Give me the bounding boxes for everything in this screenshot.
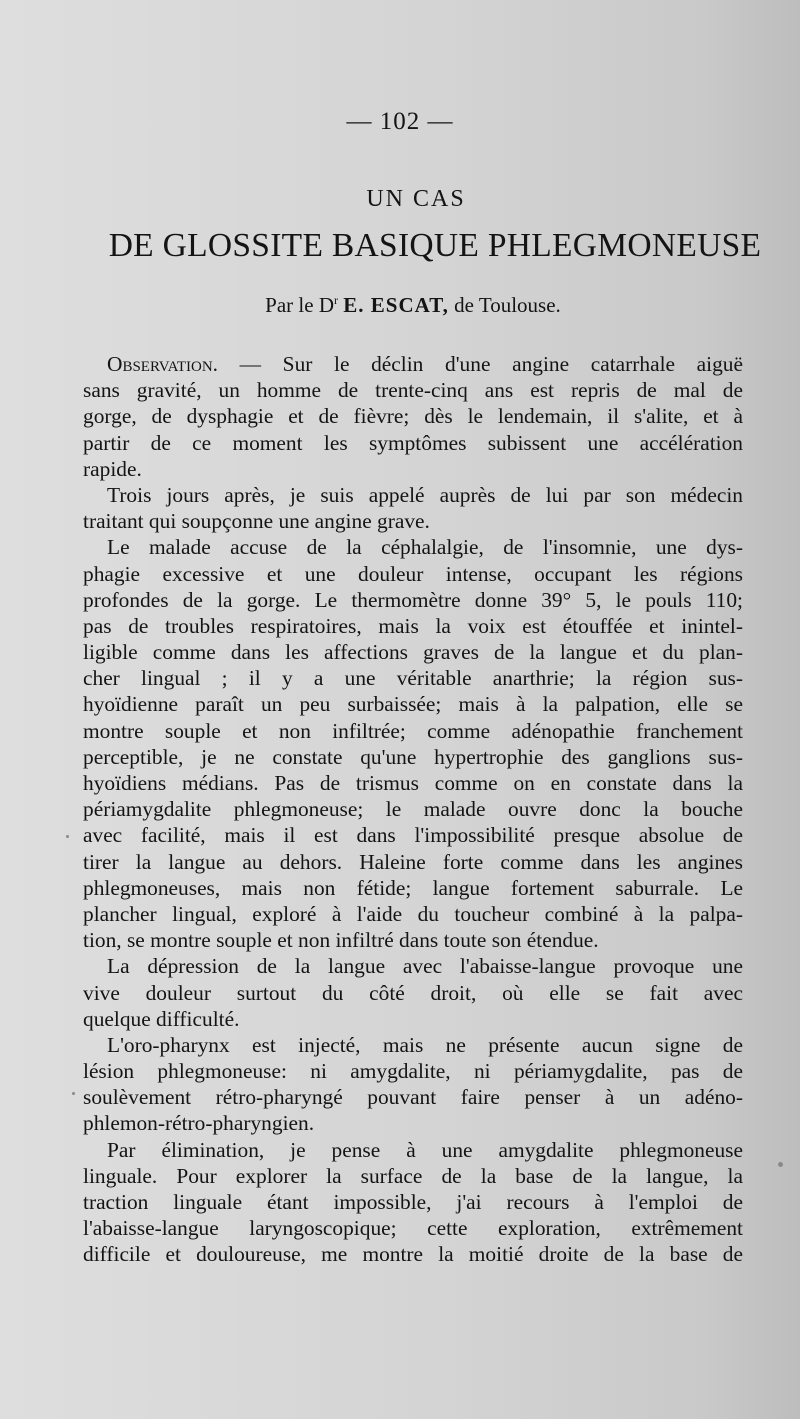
byline-author: E. ESCAT, bbox=[343, 293, 449, 317]
body-line: lésion phlegmoneuse: ni amygdalite, ni périamygdalite, pas de bbox=[83, 1059, 743, 1084]
body-line: tion, se montre souple et non infiltré dans toute son étendue. bbox=[83, 928, 599, 953]
body-line bbox=[83, 351, 743, 377]
body-line: pas de troubles respiratoires, mais la voix est étouffée et inintel- bbox=[83, 613, 743, 638]
body-line: Par élimination, je pense à une amygdalite phlegmoneuse bbox=[107, 1137, 743, 1162]
scan-speck bbox=[66, 835, 69, 838]
body-line: rapide. bbox=[83, 456, 142, 481]
body-line: Le malade accuse de la céphalalgie, de l'insomnie, une dys- bbox=[107, 535, 743, 560]
body-line: gorge, de dysphagie et de fièvre; dès le lendemain, il s'alite, et à bbox=[83, 404, 743, 429]
body-line: montre souple et non infiltrée; comme adénopathie franchement bbox=[83, 718, 743, 743]
body-line: l'abaisse-langue laryngoscopique; cette exploration, extrêmement bbox=[83, 1216, 743, 1241]
article-kicker: UN CAS bbox=[366, 186, 466, 212]
scan-speck bbox=[778, 1162, 783, 1167]
body-line: Trois jours après, je suis appelé auprès de lui par son médecin bbox=[107, 482, 743, 507]
body-line: cher lingual ; il y a une véritable anarthrie; la région sus- bbox=[83, 666, 743, 691]
body-line: linguale. Pour explorer la surface de la base de la langue, la bbox=[83, 1163, 743, 1188]
body-line: traction linguale étant impossible, j'ai recours à l'emploi de bbox=[83, 1190, 743, 1214]
body-line: plancher lingual, exploré à l'aide du toucheur combiné à la palpa- bbox=[83, 901, 743, 926]
body-line: sans gravité, un homme de trente-cinq ans est repris de mal de bbox=[83, 378, 743, 403]
body-line-text: — Sur le déclin d'une angine catarrhale aiguë bbox=[218, 352, 743, 376]
scan-speck bbox=[72, 1092, 75, 1095]
body-line: quelque difficulté. bbox=[83, 1006, 240, 1031]
body-line: vive douleur surtout du côté droit, où elle se fait avec bbox=[83, 980, 743, 1005]
byline-degree: r bbox=[334, 293, 338, 307]
body-line: hyoïdiens médians. Pas de trismus comme on en constate dans la bbox=[83, 771, 743, 795]
body-line: soulèvement rétro-pharyngé pouvant faire penser à un adéno- bbox=[83, 1085, 743, 1110]
observation-label: Observation. bbox=[107, 352, 219, 376]
body-line: perceptible, je ne constate qu'une hypertrophie des ganglions sus- bbox=[83, 744, 743, 769]
body-line: profondes de la gorge. Le thermomètre donne 39° 5, le pouls 110; bbox=[83, 587, 743, 612]
byline-place: de Toulouse. bbox=[448, 293, 561, 317]
body-line: phlegmoneuses, mais non fétide; langue fortement saburrale. Le bbox=[83, 875, 743, 900]
article-body bbox=[83, 351, 743, 1268]
body-line: hyoïdienne paraît un peu surbaissée; mais à la palpation, elle se bbox=[83, 692, 743, 717]
body-line: difficile et douloureuse, me montre la moitié droite de la base de bbox=[83, 1242, 743, 1267]
body-line: ligible comme dans les affections graves de la langue et du plan- bbox=[83, 640, 743, 665]
body-line: partir de ce moment les symptômes subissent une accélération bbox=[83, 430, 743, 455]
body-line: phagie excessive et une douleur intense, occupant les régions bbox=[83, 561, 743, 586]
byline-prefix: Par le D bbox=[265, 293, 334, 317]
page-number: — 102 — bbox=[346, 108, 454, 135]
body-line: périamygdalite phlegmoneuse; le malade ouvre donc la bouche bbox=[83, 797, 743, 822]
body-line: phlemon-rétro-pharyngien. bbox=[83, 1111, 315, 1136]
body-line: L'oro-pharynx est injecté, mais ne présente aucun signe de bbox=[107, 1032, 743, 1057]
body-line: tirer la langue au dehors. Haleine forte comme dans les angines bbox=[83, 849, 743, 874]
article-title: DE GLOSSITE BASIQUE PHLEGMONEUSE bbox=[108, 227, 762, 264]
byline bbox=[0, 293, 800, 318]
body-line: avec facilité, mais il est dans l'impossibilité presque absolue de bbox=[83, 823, 743, 848]
body-line: La dépression de la langue avec l'abaisse-langue provoque une bbox=[107, 954, 743, 979]
body-line: traitant qui soupçonne une angine grave. bbox=[83, 509, 430, 534]
